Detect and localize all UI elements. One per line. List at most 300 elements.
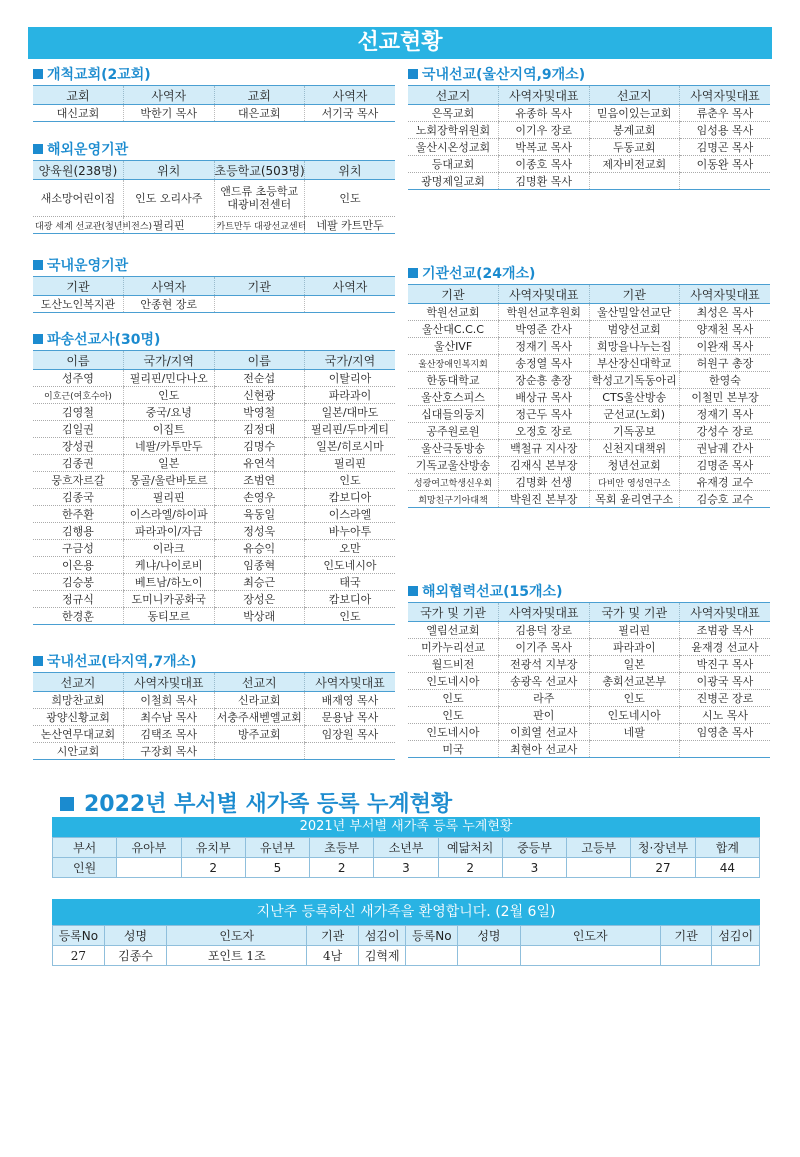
table-cell: 신천지대책위	[589, 440, 680, 457]
column-header: 기관	[408, 285, 499, 304]
column-header: 청·장년부	[631, 838, 695, 858]
table-row	[408, 304, 770, 321]
domestic-ops-section	[33, 256, 395, 313]
table-cell: 새소망어린이집	[33, 180, 124, 217]
table-cell: 총회선교본부	[589, 673, 680, 690]
table-row	[408, 656, 770, 673]
table-cell: 이스라엘/하이파	[124, 506, 215, 523]
table-cell: 희망찬교회	[33, 692, 124, 709]
table-cell: 이호근(여호수아)	[33, 387, 124, 404]
table-cell: 김정대	[214, 421, 305, 438]
table-cell: 김명곤 목사	[680, 139, 771, 156]
table-cell: 권남궤 간사	[680, 440, 771, 457]
table-cell: 김종수	[104, 946, 167, 966]
table-row	[408, 389, 770, 406]
table-row	[33, 540, 395, 557]
section-title	[408, 582, 770, 602]
table-cell: 이희열 선교사	[499, 724, 590, 741]
table-cell: 대신교회	[33, 105, 124, 122]
table-cell: 박영준 간사	[499, 321, 590, 338]
column-header: 국가/지역	[124, 351, 215, 370]
table-cell: 시안교회	[33, 743, 124, 760]
table-cell: 김종권	[33, 455, 124, 472]
table-cell	[589, 173, 680, 190]
column-header: 위치	[305, 161, 396, 180]
table-row	[33, 472, 395, 489]
section-title	[33, 140, 395, 160]
table-cell: 구금성	[33, 540, 124, 557]
table-cell: 조범광 목사	[680, 622, 771, 639]
table-cell: 윤재경 선교사	[680, 639, 771, 656]
table-row	[33, 608, 395, 625]
table-cell	[567, 858, 631, 878]
table-cell: 엘림선교회	[408, 622, 499, 639]
table-cell: 미카누리선교	[408, 639, 499, 656]
table-cell: 울산시온성교회	[408, 139, 499, 156]
table-cell: 희망친구기아대책	[408, 491, 499, 508]
column-header: 사역자	[305, 277, 396, 296]
table-cell: 3	[502, 858, 566, 878]
table-cell: 한동대학교	[408, 372, 499, 389]
table-row	[33, 574, 395, 591]
table-cell: 네팔/카투만두	[124, 438, 215, 455]
table-cell: 이라크	[124, 540, 215, 557]
table-row	[33, 404, 395, 421]
table-cell: 인도	[124, 387, 215, 404]
table-cell: 몽골/울란바토르	[124, 472, 215, 489]
table-cell: 전순섭	[214, 370, 305, 387]
table-cell: 김행용	[33, 523, 124, 540]
table-cell: 성주영	[33, 370, 124, 387]
column-header: 기관	[214, 277, 305, 296]
table-cell: 서충주새벧엘교회	[214, 709, 305, 726]
table-row	[408, 491, 770, 508]
table-row	[408, 122, 770, 139]
section-title-text: 개척교회(2교회)	[47, 67, 151, 83]
table-cell: 송광옥 선교사	[499, 673, 590, 690]
column-header: 유치부	[181, 838, 245, 858]
section-title	[408, 65, 770, 85]
table-cell: 정재기 목사	[680, 406, 771, 423]
table-cell: 2	[181, 858, 245, 878]
table-cell: 한주환	[33, 506, 124, 523]
table-row	[408, 707, 770, 724]
table-cell: 인원	[53, 858, 117, 878]
table-cell: 조범연	[214, 472, 305, 489]
table-cell: 임성용 목사	[680, 122, 771, 139]
section-title-text: 기관선교(24개소)	[422, 266, 536, 282]
table-cell: 박한기 목사	[124, 105, 215, 122]
column-header: 초등부	[310, 838, 374, 858]
column-header: 사역자및대표	[124, 673, 215, 692]
table-cell: 믿음이있는교회	[589, 105, 680, 122]
table-cell: 공주원로원	[408, 423, 499, 440]
column-header: 선교지	[33, 673, 124, 692]
table-cell: 인도	[589, 690, 680, 707]
table-row	[33, 296, 395, 313]
table-row	[33, 557, 395, 574]
table-row	[408, 156, 770, 173]
column-header: 교회	[214, 86, 305, 105]
table-row	[33, 523, 395, 540]
column-header: 사역자및대표	[305, 673, 396, 692]
table-row	[33, 709, 395, 726]
table-row	[408, 423, 770, 440]
table-row	[408, 639, 770, 656]
section-table	[408, 85, 770, 190]
table-cell: 포인트 1조	[167, 946, 307, 966]
table-cell: 도산노인복지관	[33, 296, 124, 313]
table-cell: 구장회 목사	[124, 743, 215, 760]
table-cell: 도미니카공화국	[124, 591, 215, 608]
column-header: 소년부	[374, 838, 438, 858]
table-row	[408, 440, 770, 457]
table-cell: 인도	[408, 707, 499, 724]
table-row	[33, 455, 395, 472]
column-header: 사역자및대표	[680, 86, 771, 105]
table-cell: 인도	[305, 180, 396, 217]
table-cell: 장성은	[214, 591, 305, 608]
section-title	[33, 652, 395, 672]
column-header: 사역자및대표	[499, 86, 590, 105]
column-header: 등록No	[53, 926, 105, 946]
column-header: 고등부	[567, 838, 631, 858]
table-cell: 이은용	[33, 557, 124, 574]
table-cell: 동티모르	[124, 608, 215, 625]
table-cell: 김영철	[33, 404, 124, 421]
table-cell: 허원구 총장	[680, 355, 771, 372]
table-cell: 인도	[408, 690, 499, 707]
table-cell: 김명화 선생	[499, 474, 590, 491]
column-header: 기관	[33, 277, 124, 296]
column-header: 사역자및대표	[499, 603, 590, 622]
column-header: 국가 및 기관	[589, 603, 680, 622]
column-header: 성명	[458, 926, 521, 946]
table-cell: 다비안 영성연구소	[589, 474, 680, 491]
table-cell: 최수남 목사	[124, 709, 215, 726]
table-cell: 울산밀알선교단	[589, 304, 680, 321]
table-cell: 유승익	[214, 540, 305, 557]
table-cell: 대광 세계 선교관(청년비전스)	[33, 217, 124, 234]
table-cell: 월드비전	[408, 656, 499, 673]
table-cell: 한경훈	[33, 608, 124, 625]
section-title-text: 해외협력선교(15개소)	[422, 584, 563, 600]
table-cell: 네팔	[589, 724, 680, 741]
column-header: 초등학교(503명)	[214, 161, 305, 180]
table-cell: 유연석	[214, 455, 305, 472]
table-row	[33, 421, 395, 438]
table-cell: 손영우	[214, 489, 305, 506]
table-cell: 일본	[124, 455, 215, 472]
table-cell: 김택조 목사	[124, 726, 215, 743]
square-bullet-icon	[33, 656, 43, 666]
table-cell: 배상규 목사	[499, 389, 590, 406]
section-title	[408, 264, 770, 284]
column-header: 양육원(238명)	[33, 161, 124, 180]
column-header: 유년부	[245, 838, 309, 858]
table-row	[408, 690, 770, 707]
table-cell: 문용남 목사	[305, 709, 396, 726]
table-cell: 양재천 목사	[680, 321, 771, 338]
table-cell: 박복교 목사	[499, 139, 590, 156]
table-cell: 송정열 목사	[499, 355, 590, 372]
table-cell: 청년선교회	[589, 457, 680, 474]
table-cell: 광명제일교회	[408, 173, 499, 190]
table-cell: 캄보디아	[305, 591, 396, 608]
table-cell	[712, 946, 760, 966]
column-header: 국가 및 기관	[408, 603, 499, 622]
table-row	[408, 622, 770, 639]
table-row	[408, 372, 770, 389]
table-cell: 이기우 장로	[499, 122, 590, 139]
table-cell: 대은교회	[214, 105, 305, 122]
table-cell: 유종하 목사	[499, 105, 590, 122]
overseas-coop-section	[408, 582, 770, 758]
column-header: 교회	[33, 86, 124, 105]
table-cell: 인도네시아	[589, 707, 680, 724]
square-bullet-icon	[33, 144, 43, 154]
table-cell: 안종현 장로	[124, 296, 215, 313]
table-cell: 유재경 교수	[680, 474, 771, 491]
table-cell: 임종혁	[214, 557, 305, 574]
table-cell: 파라과이	[305, 387, 396, 404]
table-cell	[458, 946, 521, 966]
table-cell: 27	[631, 858, 695, 878]
registration-table	[52, 817, 760, 878]
table-cell: 박진구 목사	[680, 656, 771, 673]
section-title	[33, 330, 395, 350]
table-cell: 시노 목사	[680, 707, 771, 724]
table-row	[33, 438, 395, 455]
section-title	[33, 65, 395, 85]
table-cell: 봉계교회	[589, 122, 680, 139]
table-cell: 정규식	[33, 591, 124, 608]
table-cell: 정재기 목사	[499, 338, 590, 355]
column-header: 섬김이	[359, 926, 406, 946]
table-row	[33, 217, 395, 234]
table-cell: 27	[53, 946, 105, 966]
table-cell: 최성은 목사	[680, 304, 771, 321]
table-cell: 군선교(노회)	[589, 406, 680, 423]
table-cell: 김종국	[33, 489, 124, 506]
table-cell: 희망을나누는집	[589, 338, 680, 355]
table-cell: 4남	[307, 946, 359, 966]
square-bullet-icon	[408, 69, 418, 79]
table-cell: 부산장신대학교	[589, 355, 680, 372]
column-header: 등록No	[406, 926, 458, 946]
table-cell: 김용덕 장로	[499, 622, 590, 639]
table-cell: 필리핀	[305, 455, 396, 472]
column-header: 기관	[660, 926, 712, 946]
table-row	[408, 673, 770, 690]
table-cell: 인도	[305, 472, 396, 489]
table-row	[408, 474, 770, 491]
table-cell: CTS울산방송	[589, 389, 680, 406]
section-table	[408, 602, 770, 758]
table-cell: 필리핀/두마게티	[305, 421, 396, 438]
table-cell: 울산대C.C.C	[408, 321, 499, 338]
table-cell: 이광국 목사	[680, 673, 771, 690]
table-cell: 이동완 목사	[680, 156, 771, 173]
institutional-section	[408, 264, 770, 508]
table-cell: 범양선교회	[589, 321, 680, 338]
table-cell: 학성고기독동아리	[589, 372, 680, 389]
column-header: 사역자	[124, 86, 215, 105]
square-bullet-icon	[60, 797, 74, 811]
table-row	[408, 406, 770, 423]
table-cell: 베트남/하노이	[124, 574, 215, 591]
table-cell: 성광여고학생신우회	[408, 474, 499, 491]
table-cell: 태국	[305, 574, 396, 591]
table-cell: 필리핀	[589, 622, 680, 639]
section-title	[33, 256, 395, 276]
column-header: 사역자	[124, 277, 215, 296]
table-cell: 카트만두 대광선교센터	[214, 217, 305, 234]
table-cell: 방주교회	[214, 726, 305, 743]
column-header: 이름	[214, 351, 305, 370]
section-table	[33, 160, 395, 234]
table-cell: 두동교회	[589, 139, 680, 156]
table-cell: 진병곤 장로	[680, 690, 771, 707]
table-cell: 장순흥 총장	[499, 372, 590, 389]
table-cell: 인도네시아	[408, 673, 499, 690]
table-cell: 울산IVF	[408, 338, 499, 355]
square-bullet-icon	[408, 268, 418, 278]
column-header: 사역자및대표	[680, 603, 771, 622]
table-cell	[660, 946, 712, 966]
table-cell: 오만	[305, 540, 396, 557]
table-cell: 중국/요녕	[124, 404, 215, 421]
table-cell	[214, 743, 305, 760]
table-row	[33, 105, 395, 122]
table-cell: 네팔 카트만두	[305, 217, 396, 234]
table-cell: 2	[438, 858, 502, 878]
table-cell: 뭉흐자르갈	[33, 472, 124, 489]
table-cell: 이스라엘	[305, 506, 396, 523]
section-table	[33, 350, 395, 625]
table-cell: 인도네시아	[305, 557, 396, 574]
table-cell	[305, 743, 396, 760]
page-title: 선교현황	[28, 27, 772, 59]
other-domestic-section	[33, 652, 395, 760]
table-cell: 일본/대마도	[305, 404, 396, 421]
table-cell	[680, 173, 771, 190]
table-row	[408, 338, 770, 355]
table-cell: 바누아투	[305, 523, 396, 540]
table-cell: 이탈리아	[305, 370, 396, 387]
pioneer-section	[33, 65, 395, 122]
table-cell: 울산극동방송	[408, 440, 499, 457]
table-cell: 이집트	[124, 421, 215, 438]
table-cell: 5	[245, 858, 309, 878]
table-cell: 캄보디아	[305, 489, 396, 506]
table-cell: 미국	[408, 741, 499, 758]
table-cell: 김승봉	[33, 574, 124, 591]
table-cell: 이완재 목사	[680, 338, 771, 355]
table-cell: 김명준 목사	[680, 457, 771, 474]
dispatched-section	[33, 330, 395, 625]
column-header: 선교지	[214, 673, 305, 692]
column-header: 유아부	[117, 838, 181, 858]
table-cell: 2	[310, 858, 374, 878]
column-header: 인도자	[520, 926, 660, 946]
table-row	[33, 506, 395, 523]
table-cell: 김승호 교수	[680, 491, 771, 508]
table-row	[408, 321, 770, 338]
table-cell: 임장원 목사	[305, 726, 396, 743]
table-row	[408, 173, 770, 190]
table-cell: 인도 오리사주	[124, 180, 215, 217]
table-cell: 정근두 목사	[499, 406, 590, 423]
table-cell: 일본	[589, 656, 680, 673]
table-cell: 십대들의둥지	[408, 406, 499, 423]
registration-heading	[60, 787, 452, 818]
table-row	[408, 457, 770, 474]
column-header: 섬김이	[712, 926, 760, 946]
table-cell	[520, 946, 660, 966]
table-cell: 류춘우 목사	[680, 105, 771, 122]
column-header: 이름	[33, 351, 124, 370]
table-row	[408, 139, 770, 156]
table-row	[33, 743, 395, 760]
column-header: 사역자	[305, 86, 396, 105]
table-cell: 박영철	[214, 404, 305, 421]
table-cell: 박상래	[214, 608, 305, 625]
square-bullet-icon	[33, 260, 43, 270]
table-cell: 임영춘 목사	[680, 724, 771, 741]
table-row	[33, 726, 395, 743]
registration-heading-text: 2022년 부서별 새가족 등록 누계현황	[84, 792, 453, 817]
table-row	[33, 370, 395, 387]
table-cell: 광양신황교회	[33, 709, 124, 726]
table-cell: 노회장학위원회	[408, 122, 499, 139]
section-title-text: 국내운영기관	[47, 258, 129, 274]
column-header: 부서	[53, 838, 117, 858]
table-cell	[680, 741, 771, 758]
column-header: 국가/지역	[305, 351, 396, 370]
column-header: 기관	[589, 285, 680, 304]
table-cell: 필리핀	[124, 489, 215, 506]
table-cell: 배재영 목사	[305, 692, 396, 709]
square-bullet-icon	[33, 334, 43, 344]
welcome-table	[52, 899, 760, 966]
table-cell: 오정호 장로	[499, 423, 590, 440]
column-header: 인도자	[167, 926, 307, 946]
table-cell: 44	[695, 858, 759, 878]
table-row	[408, 741, 770, 758]
table-cell: 김일권	[33, 421, 124, 438]
table-row	[33, 387, 395, 404]
table-row	[33, 591, 395, 608]
table-cell: 학원선교회	[408, 304, 499, 321]
table-cell: 이철희 목사	[124, 692, 215, 709]
table-cell	[305, 296, 396, 313]
table-cell: 신현광	[214, 387, 305, 404]
table-cell: 목회 윤리연구소	[589, 491, 680, 508]
table-cell: 앤드류 초등학교 대광비전센터	[214, 180, 305, 217]
section-title-text: 국내선교(울산지역,9개소)	[422, 67, 586, 83]
table-cell: 정성욱	[214, 523, 305, 540]
table-cell: 김재식 본부장	[499, 457, 590, 474]
table-cell: 울산호스피스	[408, 389, 499, 406]
table-cell: 김혁제	[359, 946, 406, 966]
table-cell: 기독공보	[589, 423, 680, 440]
table-cell: 은목교회	[408, 105, 499, 122]
table-cell: 학원선교후원회	[499, 304, 590, 321]
table-cell: 육동일	[214, 506, 305, 523]
table-cell: 백철규 지사장	[499, 440, 590, 457]
registration-bar-title: 2021년 부서별 새가족 등록 누계현황	[52, 817, 760, 837]
